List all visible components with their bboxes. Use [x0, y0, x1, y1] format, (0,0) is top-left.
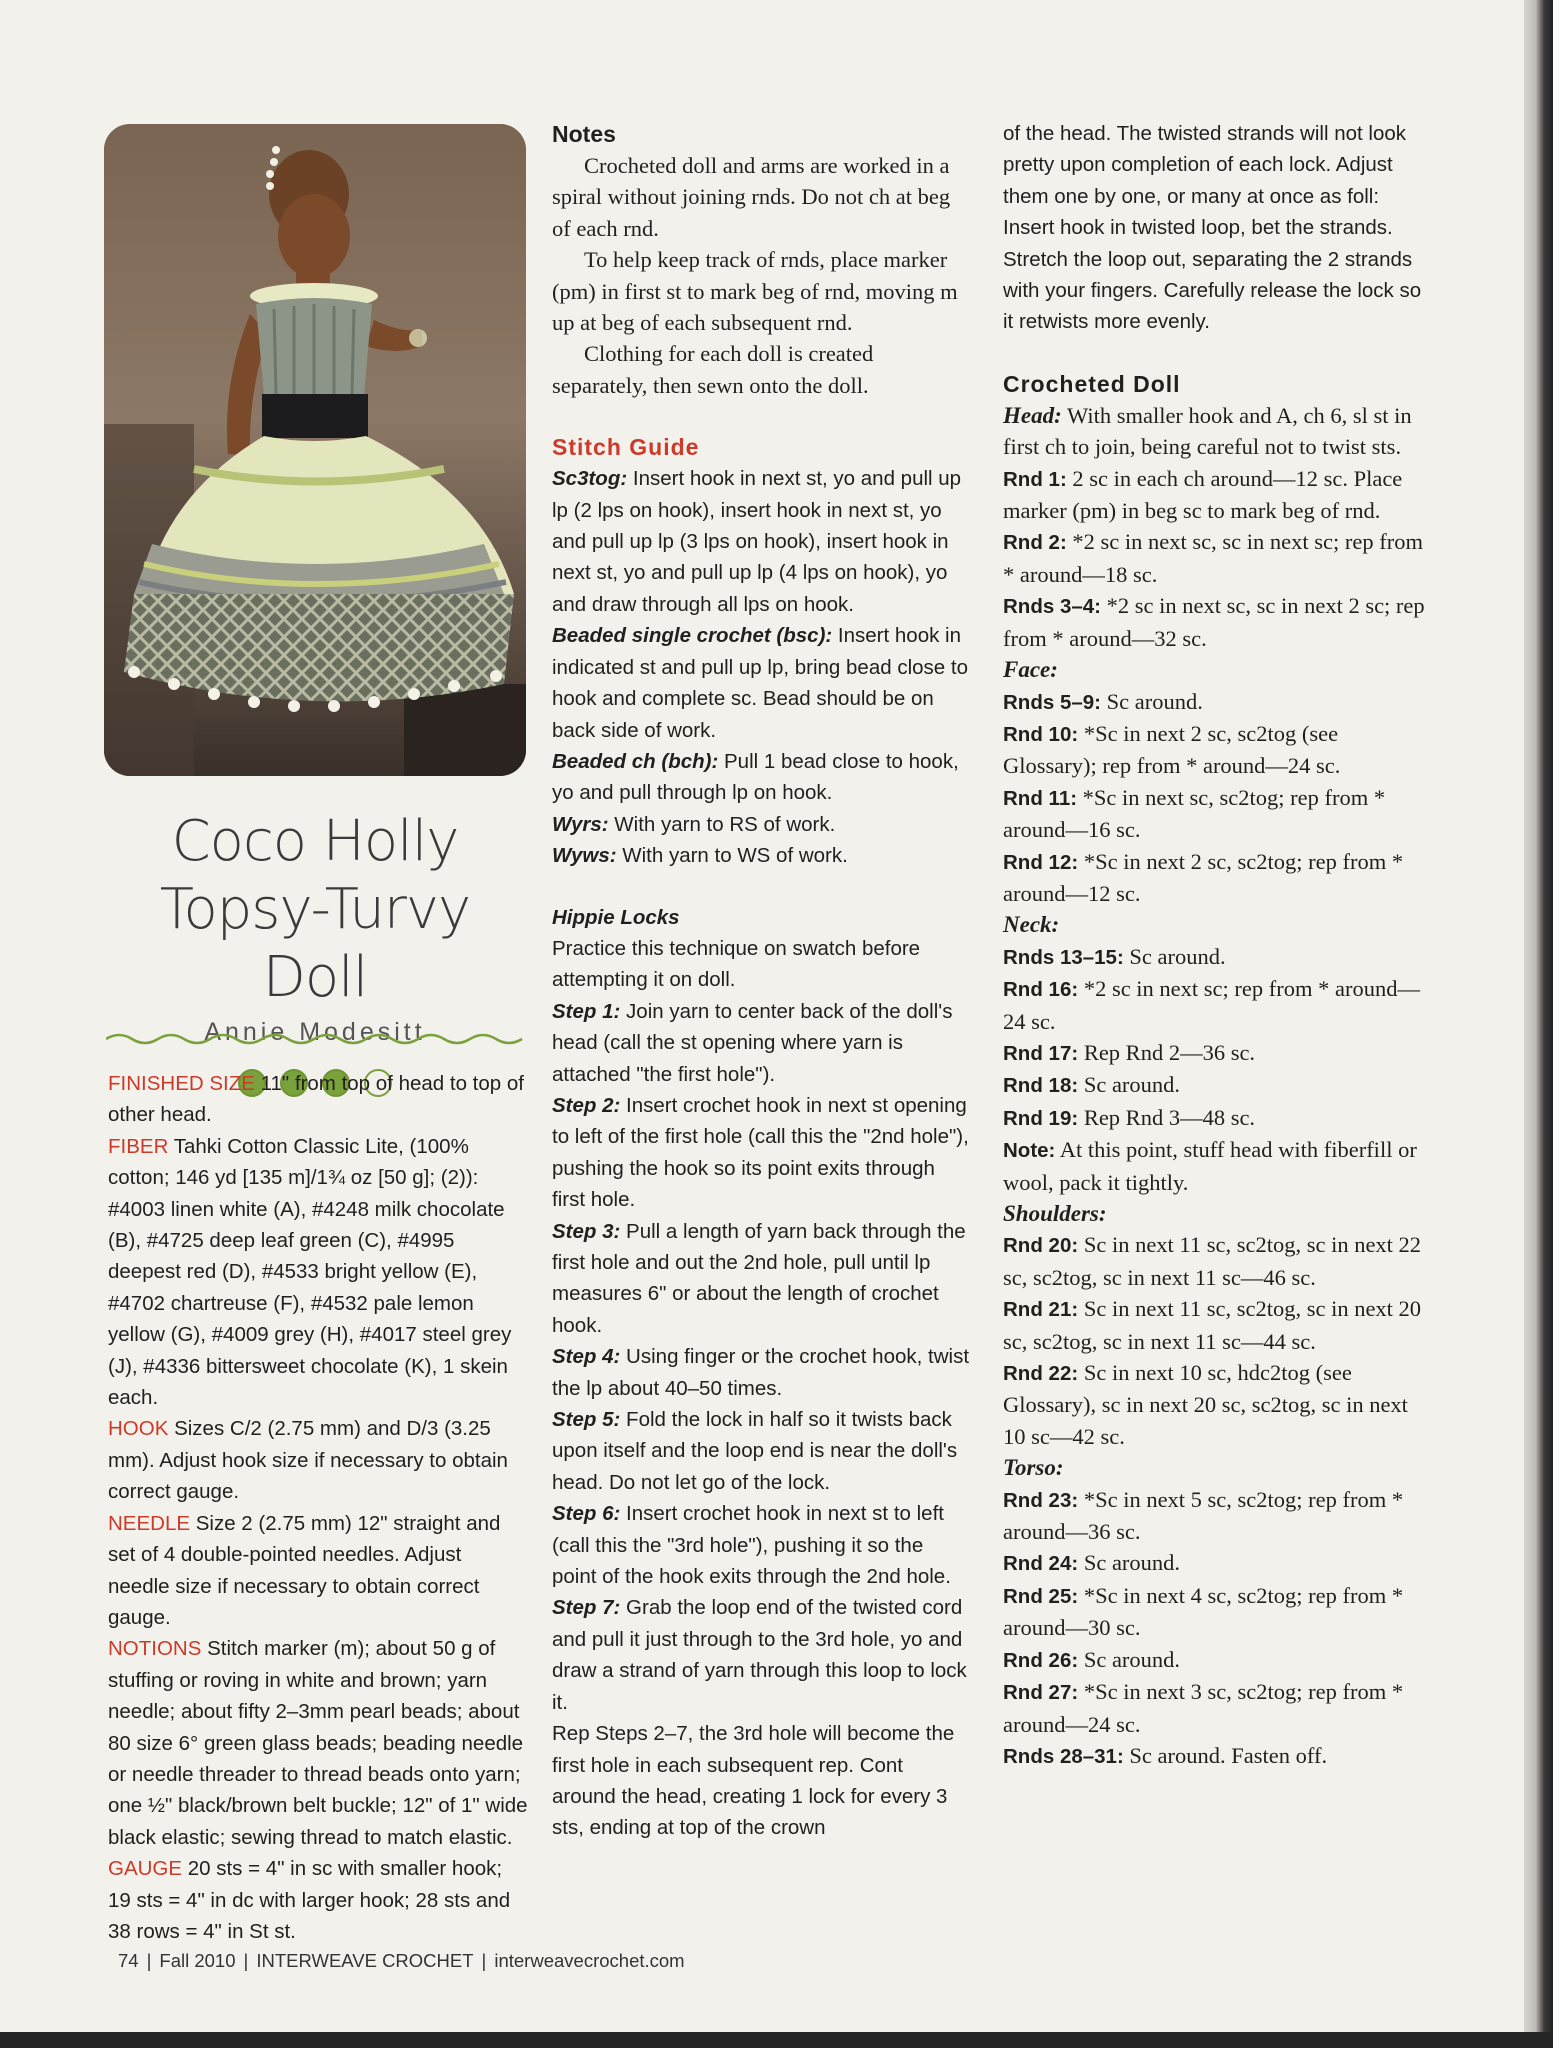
doll-illustration — [104, 124, 526, 776]
round-instruction: Rnd 26: Sc around. — [1003, 1646, 1181, 1672]
title-line-2: Topsy-Turvy Doll — [159, 877, 471, 1010]
pattern-title — [104, 808, 526, 1012]
wave-divider-icon — [106, 1028, 530, 1050]
magazine-name: INTERWEAVE CROCHET — [256, 1950, 474, 1971]
stitch-item: Wyws: With yarn to WS of work. — [552, 844, 848, 868]
issue-label: Fall 2010 — [159, 1950, 236, 1971]
round-instruction: Rnd 18: Sc around. — [1003, 1072, 1181, 1098]
spec-hook: HOOK Sizes C/2 (2.75 mm) and D/3 (3.25 mm). Adjust hook size if necessary to obtain correct gauge. — [108, 1417, 508, 1504]
round-instruction: Rnd 11: *Sc in next sc, sc2tog; rep from * around—16 sc. — [1003, 784, 1386, 843]
hippie-step: Step 7: Grab the loop end of the twisted cord and pull it just through to the 3rd hole, yo and draw a strand of yarn through this loop to lock it. — [552, 1596, 967, 1714]
stitch-item: Sc3tog: Insert hook in next st, yo and pull up lp (2 lps on hook), insert hook in next st, yo and pull up lp (3 lps on hook), insert hook in next st, yo and pull up lp (4 lps on hook), yo and draw through all lps on hook. — [552, 467, 962, 616]
spec-fiber: FIBER Tahki Cotton Classic Lite, (100% cotton; 146 yd [135 m]/1¾ oz [50 g]; (2)): #4003 linen white (A), #4248 milk chocolate (B), #4725 deep leaf green (C), #4995 deepest red (D), #4533 bright yellow (E), #4702 chartreuse (F), #4532 pale lemon yellow (G), #4009 grey (H), #4017 steel grey (J), #4336 bittersweet chocolate (K), 1 skein each. — [108, 1134, 512, 1410]
author-name: Annie Modesitt — [204, 1018, 426, 1046]
stitch-item: Wyrs: With yarn to RS of work. — [552, 812, 836, 836]
hippie-locks-heading: Hippie Locks — [552, 905, 680, 929]
round-instruction: Rnd 12: *Sc in next 2 sc, sc2tog; rep from * around—12 sc. — [1003, 848, 1404, 906]
round-instruction: Rnd 24: Sc around. — [1003, 1550, 1181, 1576]
hippie-closing: Rep Steps 2–7, the 3rd hole will become the first hole in each subsequent rep. Cont around the head, creating 1 lock for every 3 sts, ending at top of the crown — [552, 1722, 955, 1840]
page-number: 74 — [118, 1950, 139, 1971]
website-url: interweavecrochet.com — [494, 1950, 685, 1971]
scan-bottom-edge — [0, 2032, 1553, 2048]
round-instruction: Rnds 13–15: Sc around. — [1003, 943, 1226, 969]
spec-notions: NOTIONS Stitch marker (m); about 50 g of stuffing or roving in white and brown; yarn needle; about fifty 2–3mm pearl beads; about 80 size 6° green glass beads; beading needle or needle threader to thread beads onto yarn; one ½" black/brown belt buckle; 12" of 1" wide black elastic; sewing thread to match elastic. — [108, 1637, 528, 1849]
round-instruction: Note: At this point, stuff head with fiberfill or wool, pack it tightly. — [1003, 1137, 1417, 1195]
round-instruction: Rnd 22: Sc in next 10 sc, hdc2tog (see Glossary), sc in next 20 sc, sc2tog, sc in next 10 sc—42 sc. — [1003, 1360, 1408, 1449]
round-instruction: Rnd 27: *Sc in next 3 sc, sc2tog; rep from * around—24 sc. — [1003, 1679, 1404, 1737]
round-instruction: Rnds 3–4: *2 sc in next sc, sc in next 2 sc; rep from * around—32 sc. — [1003, 593, 1425, 651]
round-instruction: Rnd 20: Sc in next 11 sc, sc2tog, sc in next 22 sc, sc2tog, sc in next 11 sc—46 sc. — [1003, 1232, 1422, 1290]
round-instruction: Rnd 2: *2 sc in next sc, sc in next sc; rep from * around—18 sc. — [1003, 529, 1423, 587]
scan-edge — [1524, 0, 1553, 2048]
round-instruction: Rnd 17: Rep Rnd 2—36 sc. — [1003, 1039, 1256, 1065]
middle-column — [552, 118, 972, 1844]
crocheted-doll-heading: Crocheted Doll — [1003, 370, 1181, 397]
round-instruction: Rnd 19: Rep Rnd 3—48 sc. — [1003, 1104, 1256, 1130]
spec-needle: NEEDLE Size 2 (2.75 mm) 12" straight and set of 4 double-pointed needles. Adjust needle size if necessary to obtain correct gauge. — [108, 1511, 501, 1629]
section-label: Shoulders: — [1003, 1201, 1107, 1226]
round-instruction: Rnds 5–9: Sc around. — [1003, 688, 1203, 714]
notes-paragraph: Clothing for each doll is created separately, then sewn onto the doll. — [552, 341, 874, 398]
round-instruction: Rnd 25: *Sc in next 4 sc, sc2tog; rep from * around—30 sc. — [1003, 1582, 1404, 1641]
round-list — [1003, 463, 1433, 1773]
hippie-step: Step 3: Pull a length of yarn back through the first hole and out the 2nd hole, pull until lp measures 6" or about the length of crochet hook. — [552, 1219, 966, 1337]
doll-photo — [104, 124, 526, 776]
round-instruction: Rnd 10: *Sc in next 2 sc, sc2tog (see Glossary); rep from * around—24 sc. — [1003, 720, 1341, 779]
stitch-item: Beaded single crochet (bsc): Insert hook in indicated st and pull up lp, bring bead close to hook and complete sc. Bead should be on back side of work. — [552, 624, 968, 742]
round-instruction: Rnds 28–31: Sc around. Fasten off. — [1003, 1742, 1328, 1768]
spec-finished-size: FINISHED SIZE 11" from top of head to top of other head. — [108, 1072, 524, 1127]
title-line-1: Coco Holly — [171, 809, 459, 874]
notes-paragraph: Crocheted doll and arms are worked in a spiral without joining rnds. Do not ch at beg of each rnd. — [552, 153, 951, 241]
section-label: Face: — [1003, 657, 1058, 683]
round-instruction: Rnd 21: Sc in next 11 sc, sc2tog, sc in next 20 sc, sc2tog, sc in next 11 sc—44 sc. — [1003, 1296, 1422, 1354]
hippie-step: Step 4: Using finger or the crochet hook, twist the lp about 40–50 times. — [552, 1345, 970, 1400]
hippie-locks-intro: Practice this technique on swatch before attempting it on doll. — [552, 936, 921, 992]
section-label: Neck: — [1003, 912, 1060, 938]
round-instruction: Rnd 1: 2 sc in each ch around—12 sc. Place marker (pm) in beg sc to mark beg of rnd. — [1003, 465, 1403, 524]
hippie-continued: of the head. The twisted strands will not look pretty upon completion of each lock. Adjust them one by one, or many at once as foll: Insert hook in twisted loop, bet the strands. Stretch the loop out, separating the 2 strands with your fingers. Carefully release the lock so it retwists more evenly. — [1003, 122, 1422, 334]
right-column — [1003, 118, 1433, 1772]
stitch-item: Beaded ch (bch): Pull 1 bead close to hook, yo and pull through lp on hook. — [552, 749, 959, 805]
round-instruction: Rnd 23: *Sc in next 5 sc, sc2tog; rep from * around—36 sc. — [1003, 1486, 1404, 1545]
notes-heading: Notes — [552, 121, 616, 147]
page-footer: 74 | Fall 2010 | INTERWEAVE CROCHET | interweavecrochet.com — [118, 1950, 685, 1971]
notes-paragraph: To help keep track of rnds, place marker (pm) in first st to mark beg of rnd, moving m up at beg of each subsequent rnd. — [552, 247, 958, 336]
hippie-step: Step 5: Fold the lock in half so it twists back upon itself and the loop end is near the doll's head. Do not let go of the lock. — [552, 1408, 958, 1494]
title-block — [104, 808, 526, 1097]
round-instruction: Rnd 16: *2 sc in next sc; rep from * around—24 sc. — [1003, 976, 1420, 1034]
head-instruction: Head: With smaller hook and A, ch 6, sl st in first ch to join, being careful not to twist sts. — [1003, 402, 1412, 460]
hippie-step: Step 1: Join yarn to center back of the doll's head (call the st opening where yarn is attached "the first hole"). — [552, 999, 953, 1086]
stitch-guide-heading: Stitch Guide — [552, 434, 700, 461]
hippie-step: Step 2: Insert crochet hook in next st opening to left of the first hole (call this the "2nd hole"), pushing the hook so its point exits through first hole. — [552, 1093, 969, 1212]
hippie-step: Step 6: Insert crochet hook in next st to left (call this the "3rd hole"), pushing it so the point of the hook exits through the 2nd hole. — [552, 1502, 951, 1589]
section-label: Torso: — [1003, 1455, 1064, 1481]
spec-gauge: GAUGE 20 sts = 4" in sc with smaller hook; 19 sts = 4" in dc with larger hook; 28 sts and 38 rows = 4" in St st. — [108, 1857, 511, 1943]
specs-column — [108, 1068, 528, 1947]
